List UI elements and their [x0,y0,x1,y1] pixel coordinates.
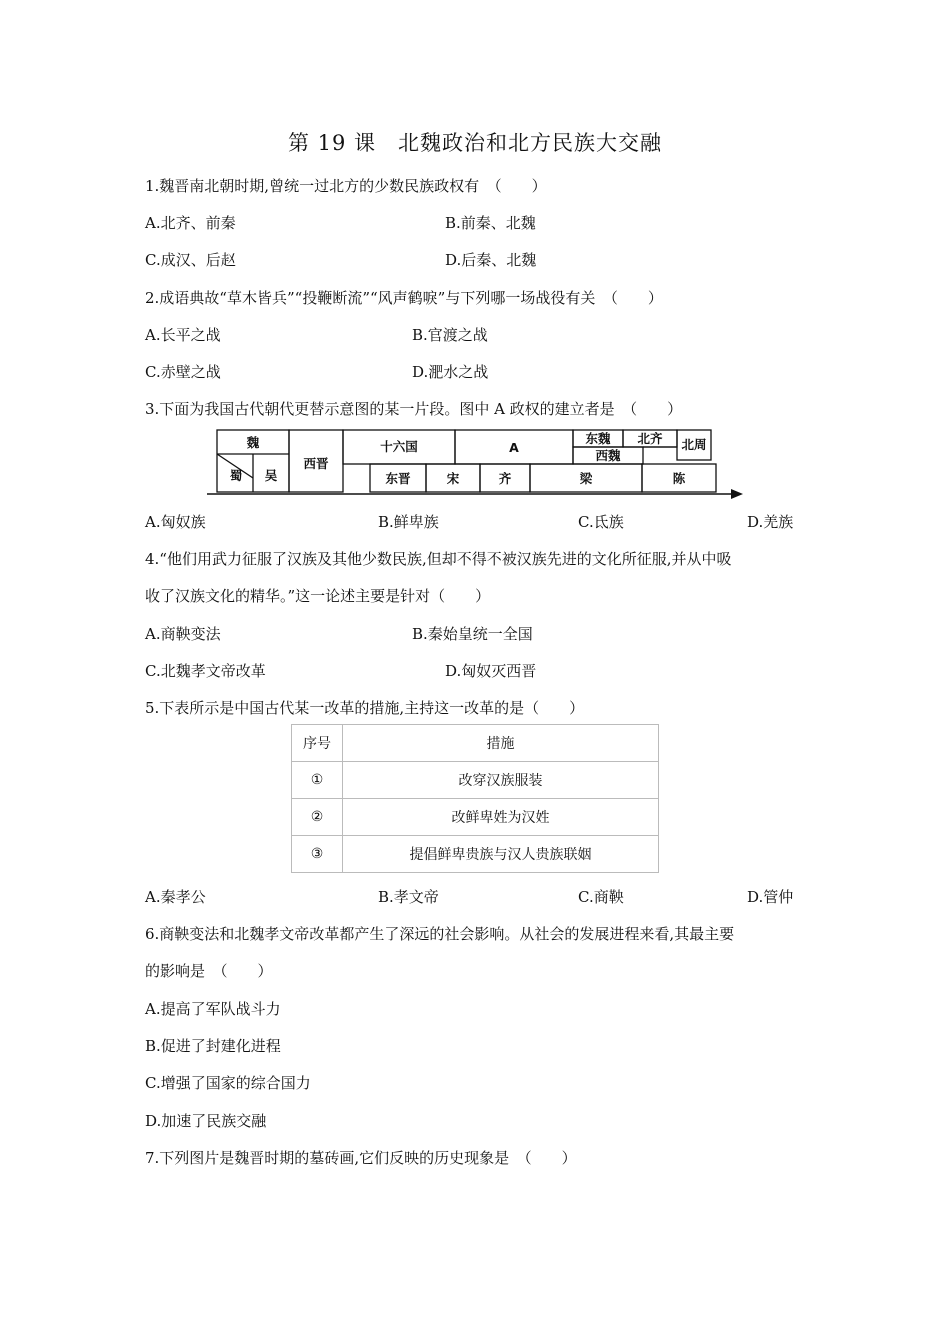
q5-option-d: D.管仲 [747,888,794,906]
question-7-stem: 7.下列图片是魏晋时期的墓砖画,它们反映的历史现象是 （ ） [145,1149,577,1167]
page-title: 第 19 课 北魏政治和北方民族大交融 [287,131,663,155]
q2-option-c: C.赤壁之战 [145,363,221,381]
q5-option-a: A.秦孝公 [145,888,206,906]
label-shu: 蜀 [229,468,243,483]
question-5-stem: 5.下表所示是中国古代某一改革的措施,主持这一改革的是（ ） [145,699,585,717]
label-beiqi: 北齐 [637,431,663,446]
q5-option-b: B.孝文帝 [378,888,439,906]
label-song: 宋 [446,471,460,486]
q6-option-b: B.促进了封建化进程 [145,1037,281,1055]
reform-measures-table [291,724,659,873]
q2-option-d: D.淝水之战 [412,363,489,381]
q6-option-a: A.提高了军队战斗力 [145,1000,281,1018]
q1-option-d: D.后秦、北魏 [445,251,537,269]
label-shiliuguo: 十六国 [380,439,418,454]
label-chen: 陈 [672,471,686,486]
q3-option-b: B.鲜卑族 [378,513,439,531]
question-6-stem-line2: 的影响是 （ ） [145,962,273,980]
q3-option-a: A.匈奴族 [145,513,206,531]
q1-option-a: A.北齐、前秦 [145,214,236,232]
table-row [292,799,659,836]
table-cell-measure: 提倡鲜卑贵族与汉人贵族联姻 [343,836,659,873]
question-3-stem: 3.下面为我国古代朝代更替示意图的某一片段。图中 A 政权的建立者是 （ ） [145,400,683,418]
table-cell-number: ③ [292,836,343,873]
dynasty-timeline-svg [205,428,750,500]
q4-option-c: C.北魏孝文帝改革 [145,662,266,680]
label-dongwei: 东魏 [585,431,611,446]
q3-option-c: C.氐族 [578,513,624,531]
table-cell-number: ① [292,762,343,799]
label-a: A [509,440,519,455]
label-wu: 吴 [264,468,278,483]
table-cell-measure: 改鲜卑姓为汉姓 [343,799,659,836]
q5-option-c: C.商鞅 [578,888,624,906]
question-1-stem: 1.魏晋南北朝时期,曾统一过北方的少数民族政权有 （ ） [145,177,547,195]
q1-option-c: C.成汉、后赵 [145,251,236,269]
question-4-stem-line2: 收了汉族文化的精华。”这一论述主要是针对（ ） [145,587,491,605]
label-qi: 齐 [498,471,512,486]
label-liang: 梁 [579,471,593,486]
q6-option-c: C.增强了国家的综合国力 [145,1074,311,1092]
q4-option-a: A.商鞅变法 [145,625,221,643]
question-6-stem-line1: 6.商鞅变法和北魏孝文帝改革都产生了深远的社会影响。从社会的发展进程来看,其最主要 [145,925,735,943]
table-row [292,836,659,873]
dynasty-timeline-diagram [205,428,750,500]
label-xijin: 西晋 [303,456,329,471]
q2-option-a: A.长平之战 [145,326,221,344]
label-dongjin: 东晋 [385,471,411,486]
label-beizhou: 北周 [681,437,707,452]
question-4-stem-line1: 4.“他们用武力征服了汉族及其他少数民族,但却不得不被汉族先进的文化所征服,并从中吸 [145,550,732,568]
table-cell-measure: 改穿汉族服装 [343,762,659,799]
q4-option-d: D.匈奴灭西晋 [445,662,537,680]
table-header-measure: 措施 [343,725,659,762]
q2-option-b: B.官渡之战 [412,326,488,344]
axis-arrowhead [731,489,743,499]
q3-option-d: D.羌族 [747,513,794,531]
label-wei: 魏 [246,435,260,450]
table-header-row [292,725,659,762]
question-2-stem: 2.成语典故“草木皆兵”“投鞭断流”“风声鹤唳”与下列哪一场战役有关 （ ） [145,289,663,307]
table-row [292,762,659,799]
q1-option-b: B.前秦、北魏 [445,214,536,232]
table-header-number: 序号 [292,725,343,762]
label-xiwei: 西魏 [595,448,621,463]
table-cell-number: ② [292,799,343,836]
q6-option-d: D.加速了民族交融 [145,1112,267,1130]
q4-option-b: B.秦始皇统一全国 [412,625,533,643]
